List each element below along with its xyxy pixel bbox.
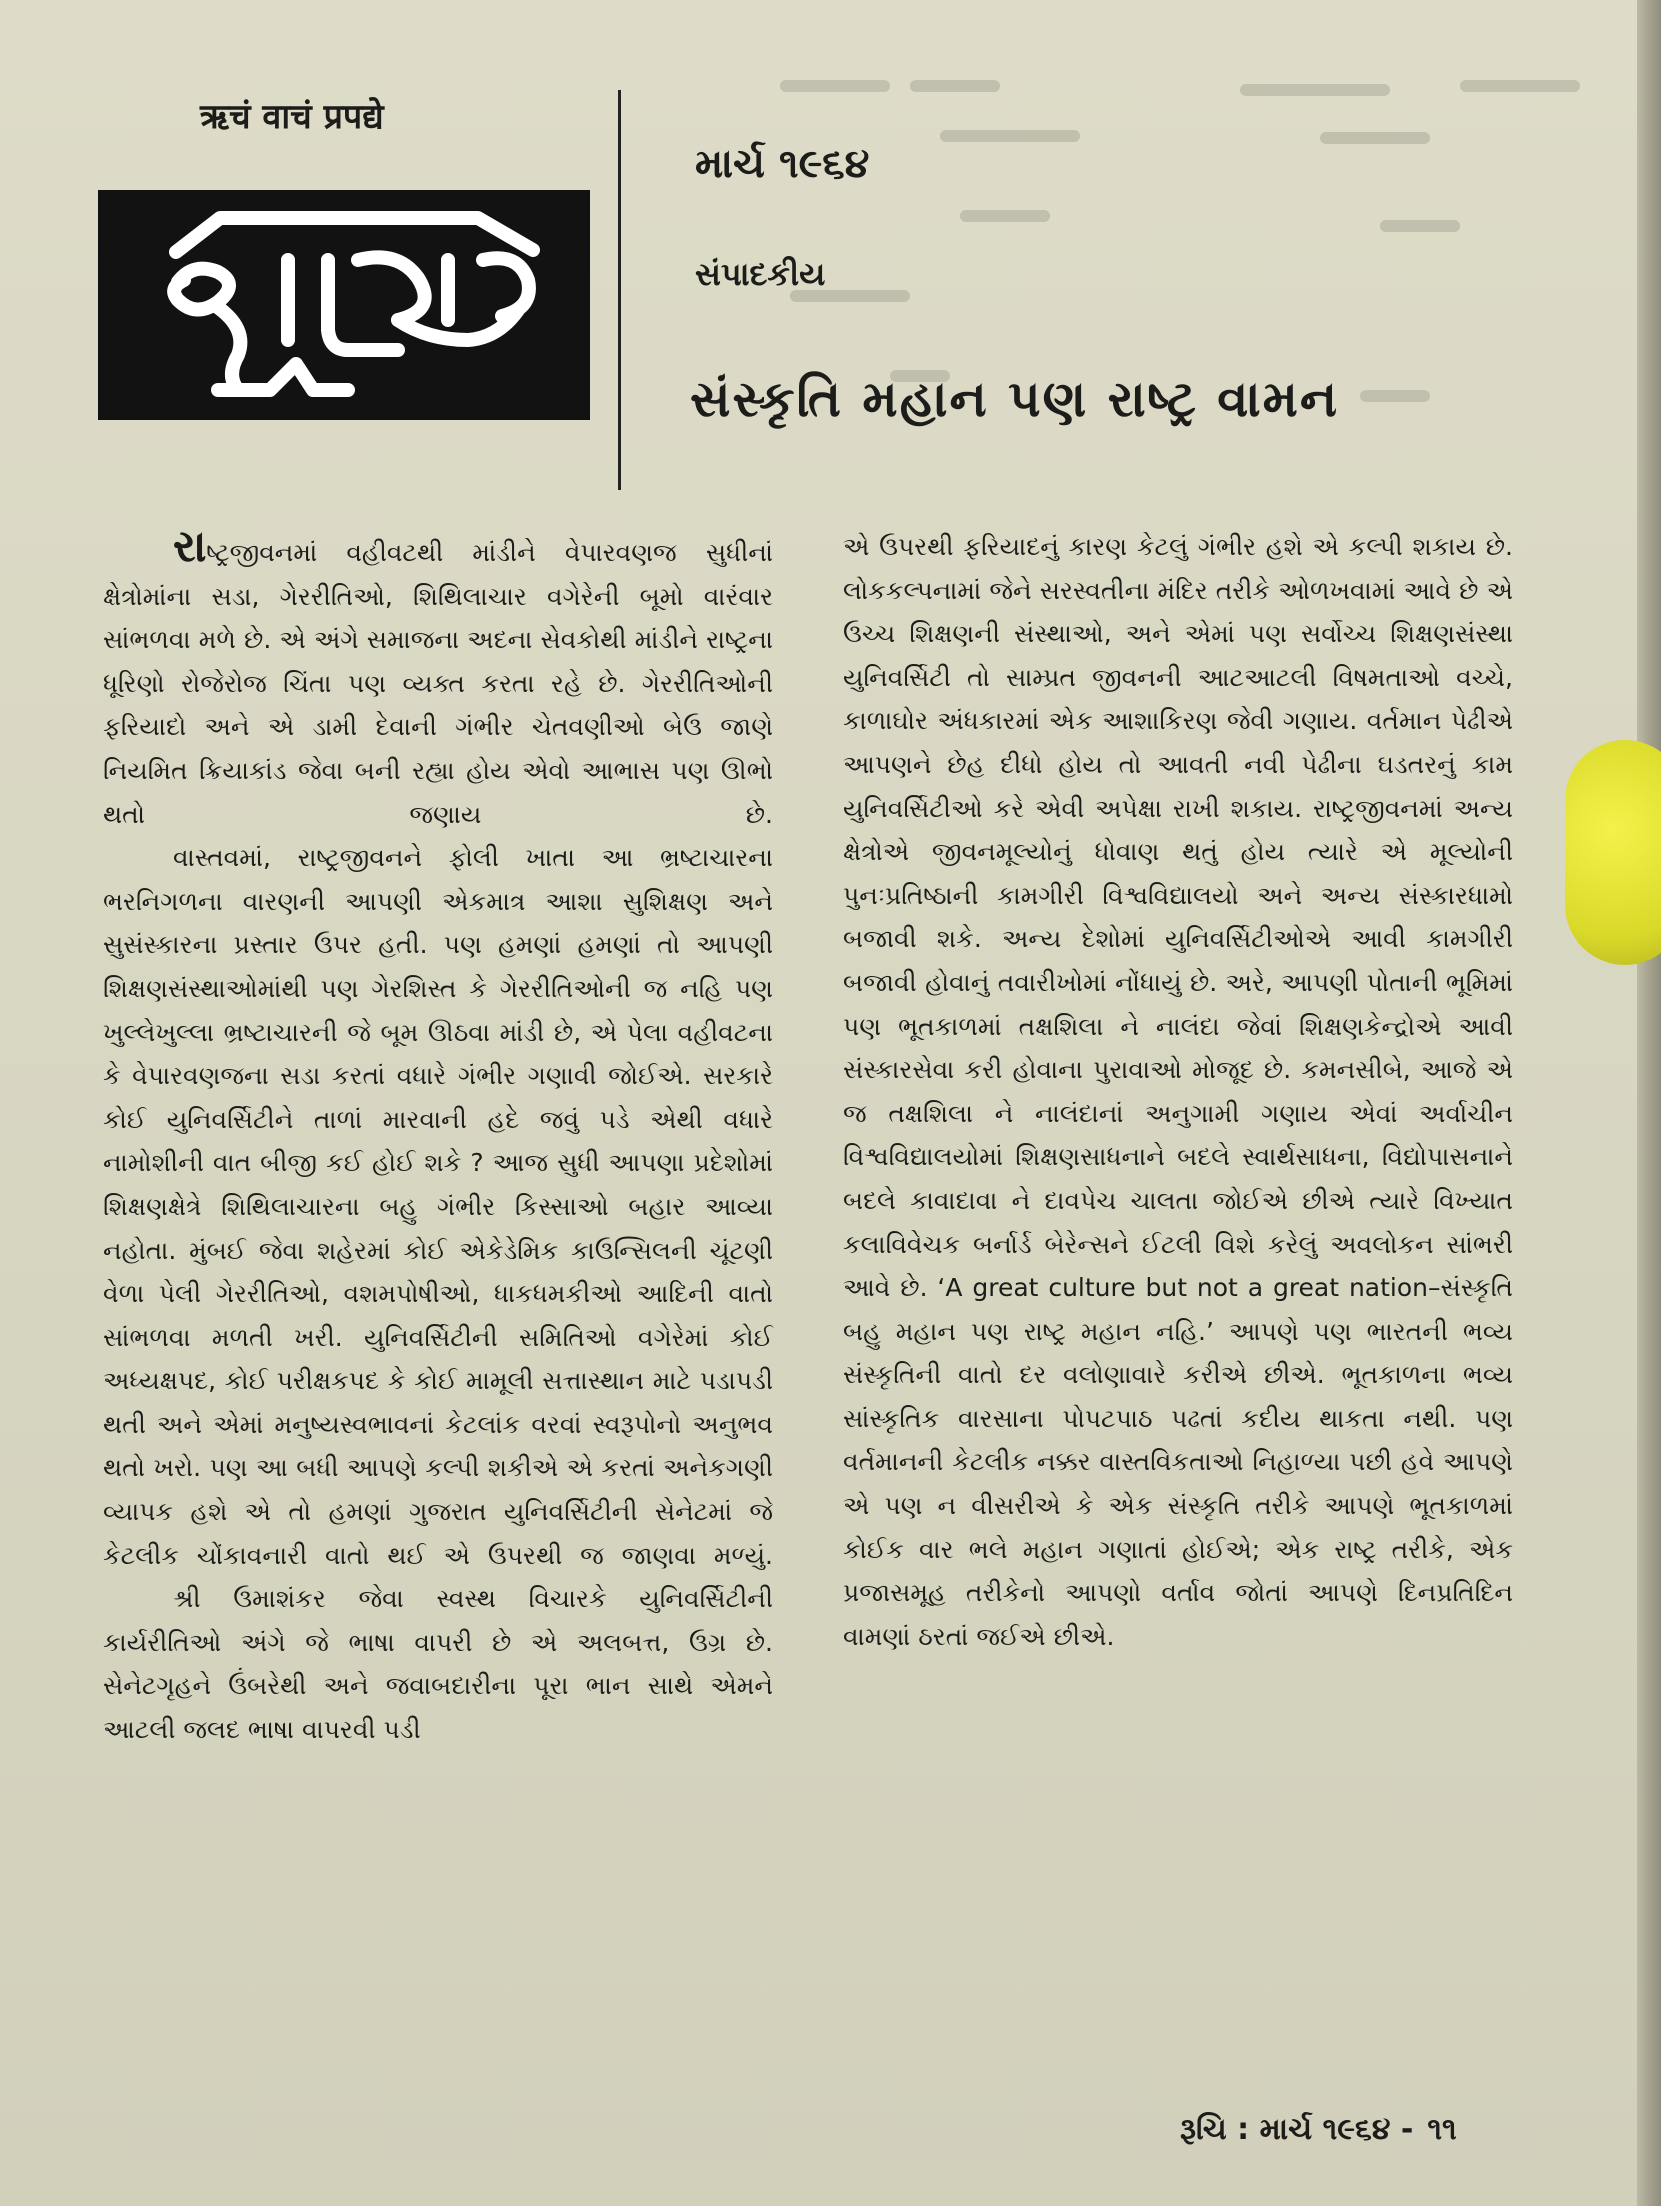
yellow-page-tab [1565,740,1661,965]
paragraph-4: એ ઉપરથી ફરિયાદનું કારણ કેટલું ગંભીર હશે એ કલ્પી શકાય છે. લોકકલ્પનામાં જેને સરસ્વતીના મંદિર તરીકે ઓળખવામાં આવે છે એ ઉચ્ચ શિક્ષણની સંસ્થાઓ, અને એમાં પણ સર્વોચ્ચ શિક્ષણસંસ્થા યુનિવર્સિટી તો સામ્પ્રત જીવનની આટઆટલી વિષમતાઓ વચ્ચે, કાળાઘોર અંધકારમાં એક આશાકિરણ જેવી ગણાય. વર્તમાન પેઢીએ આપણને છેહ દીધો હોય તો આવતી નવી પેઢીના ઘડતરનું કામ યુનિવર્સિટીઓ કરે એવી અપેક્ષા રાખી શકાય. રાષ્ટ્રજીવનમાં અન્ય ક્ષેત્રોએ જીવનમૂલ્યોનું ધોવાણ થતું હોય ત્યારે એ મૂલ્યોની પુનઃપ્રતિષ્ઠાની કામગીરી વિશ્વવિદ્યાલયો અને અન્ય સંસ્કારધામો બજાવી શકે. અન્ય દેશોમાં યુનિવર્સિટીઓએ આવી કામગીરી બજાવી હોવાનું તવારીખોમાં નોંધાયું છે. અરે, આપણી પોતાની ભૂમિમાં પણ ભૂતકાળમાં તક્ષશિલા ને નાલંદા જેવાં શિક્ષણકેન્દ્રોએ આવી સંસ્કારસેવા કરી હોવાના પુરાવાઓ મોજૂદ છે. કમનસીબે, આજે એ જ તક્ષશિલા ને નાલંદાનાં અનુગામી ગણાય એવાં અર્વાચીન વિશ્વવિદ્યાલયોમાં શિક્ષણસાધનાને બદલે સ્વાર્થસાધના, વિદ્યોપાસનાને બદલે કાવાદાવા ને દાવપેચ ચાલતા જોઈએ છીએ ત્યારે વિખ્યાત કલાવિવેચક બર્નાર્ડ બેરેન્સને ઈટલી વિશે કરેલું અવલોકન સાંભરી આવે છે. ‘A great culture but not a great nation–સંસ્કૃતિ બહુ મહાન પણ રાષ્ટ્ર મહાન નહિ.’ આપણે પણ ભારતની ભવ્ય સંસ્કૃતિની વાતો દર વલોણાવારે કરીએ છીએ. ભૂતકાળના ભવ્ય સાંસ્કૃતિક વારસાના પોપટપાઠ પઢતાં કદીય થાકતા નથી. પણ વર્તમાનની કેટલીક નક્કર વાસ્તવિકતાઓ નિહાળ્યા પછી હવે આપણે એ પણ ન વીસરીએ કે એક સંસ્કૃતિ તરીકે આપણે ભૂતકાળમાં કોઈક વાર ભલે મહાન ગણાતાં હોઈએ; એક રાષ્ટ્ર તરીકે, એક પ્રજાસમૂહ તરીકેનો આપણો વર્તાવ જોતાં આપણે દિનપ્રતિદિન વામણાં ઠરતાં જઈએ છીએ. [843,532,1513,1651]
drop-cap: રા [173,521,207,572]
page-edge [1637,0,1661,2206]
ruchi-logo [98,190,590,420]
ruchi-logo-icon [98,190,590,420]
paragraph-2: વાસ્તવમાં, રાષ્ટ્રજીવનને ફોલી ખાતા આ ભ્રષ્ટાચારના ભરનિગળના વારણની આપણી એકમાત્ર આશા સુશિક્ષણ અને સુસંસ્કારના પ્રસ્તાર ઉપર હતી. પણ હમણાં હમણાં તો આપણી શિક્ષણસંસ્થાઓમાંથી પણ ગેરશિસ્ત કે ગેરરીતિઓની જ નહિ પણ ખુલ્લેખુલ્લા ભ્રષ્ટાચારની જે બૂમ ઊઠવા માંડી છે, એ પેલા વહીવટના કે વેપારવણજના સડા કરતાં વધારે ગંભીર ગણાવી જોઈએ. સરકારે કોઈ યુનિવર્સિટીને તાળાં મારવાની હદે જવું પડે એથી વધારે નામોશીની વાત બીજી કઈ હોઈ શકે ? આજ સુધી આપણા પ્રદેશોમાં શિક્ષણક્ષેત્રે શિથિલાચારના બહુ ગંભીર કિસ્સાઓ બહાર આવ્યા નહોતા. મુંબઈ જેવા શહેરમાં કોઈ એકેડેમિક કાઉન્સિલની ચૂંટણી વેળા પેલી ગેરરીતિઓ, વશમપોષીઓ, ધાકધમકીઓ આદિની વાતો સાંભળવા મળતી ખરી. યુનિવર્સિટીની સમિતિઓ વગેરેમાં કોઈ અધ્યક્ષપદ, કોઈ પરીક્ષકપદ કે કોઈ મામૂલી સત્તાસ્થાન માટે પડાપડી થતી અને એમાં મનુષ્યસ્વભાવનાં કેટલાંક વરવાં સ્વરૂપોનો અનુભવ થતો ખરો. પણ આ બધી આપણે કલ્પી શકીએ એ કરતાં અનેકગણી વ્યાપક હશે એ તો હમણાં ગુજરાત યુનિવર્સિટીની સેનેટમાં જે કેટલીક ચોંકાવનારી વાતો થઈ એ ઉપરથી જ જાણવા મળ્યું. [103,843,773,1570]
page-footer [1180,2112,1457,2147]
paragraph-1-text: ષ્ટ્રજીવનમાં વહીવટથી માંડીને વેપારવણજ સુધીનાં ક્ષેત્રોમાંના સડા, ગેરરીતિઓ, શિથિલાચાર વગેરેની બૂમો વારંવાર સાંભળવા મળે છે. એ અંગે સમાજના અદના સેવકોથી માંડીને રાષ્ટ્રના ધૂરિણો રોજેરોજ ચિંતા પણ વ્યક્ત કરતા રહે છે. ગેરરીતિઓની ફરિયાદો અને એ ડામી દેવાની ગંભીર ચેતવણીઓ બેઉ જાણે નિયમિત ક્રિયાકાંડ જેવા બની રહ્યા હોય એવો આભાસ પણ ઊભો થતો જણાય છે. [103,538,773,829]
article-column-right [843,525,1513,1658]
article-title: સંસ્કૃતિ મહાન પણ રાષ્ટ્ર વામન [690,370,1340,428]
paragraph-1 [103,521,773,836]
page-number: ૧૧ [1427,2112,1457,2147]
paragraph-3: શ્રી ઉમાશંકર જેવા સ્વસ્થ વિચારકે યુનિવર્સિટીની કાર્યરીતિઓ અંગે જે ભાષા વાપરી છે એ અલબત્ત, ઉગ્ર છે. સેનેટગૃહને ઉંબરેથી અને જવાબદારીના પૂરા ભાન સાથે એમને આટલી જલદ ભાષા વાપરવી પડી [103,1584,773,1745]
masthead-divider [618,90,621,490]
footer-magazine: રૂચિ : માર્ચ ૧૯૬૪ - [1180,2112,1414,2147]
issue-date: માર્ચ ૧૯૬૪ [695,140,870,187]
section-label: સંપાદકીય [695,255,826,293]
masthead-motto: ऋचं वाचं प्रपद्ये [200,97,384,137]
article-column-left [103,521,773,1752]
